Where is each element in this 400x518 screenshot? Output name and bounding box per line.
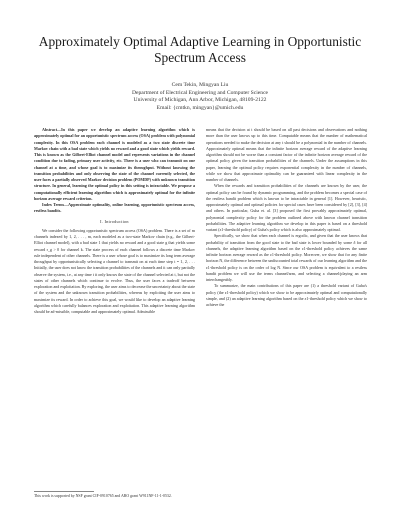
right-column xyxy=(206,127,367,308)
abstract: Abstract—In this paper we develop an adaptive learning algorithm which is approximately optimal for an opportunistic spectrum access (OSA) problem with polynomial complexity. In this OSA problem each channel is modeled as a two state discrete time Markov chain with a bad state which yields no reward and a good state which yields reward. This is known as the Gilbert-Elliot channel model and represents variations in the channel condition due to fading, primary user activity, etc. There is a user who can transmit on one channel at a time, and whose goal is to maximize its throughput. Without knowing the transition probabilities and only observing the state of the channel currently selected, the user faces a partially observed Markov decision problem (POMDP) with unknown transition structure. In general, learning the optimal policy in this setting is intractable. We propose a computationally efficient learning algorithm which is approximately optimal for the infinite horizon average reward criterion. xyxy=(34,127,195,201)
paper-title: Approximately Optimal Adaptive Learning in Opportunistic Spectrum Access xyxy=(38,34,362,65)
university: University of Michigan, Ann Arbor, Michigan, 48109-2122 xyxy=(133,97,267,104)
paragraph-2: When the rewards and transition probabilities of the channels are known by the user, the optimal policy can be found by dynamic programming, and the problem becomes a special case of the restless bandit problem which is known to be intractable in general [1]. However, heuristic, approximately optimal and optimal policies for special cases have been considered by [2], [3], [4] and others. In particular, Guha et. al. [3] proposed the first provably approximately optimal, polynomial complexity policy for the problem outlined above with known channel transition probabilities. The adaptive learning algorithm we develop in this paper is based on a threshold variant (ε1-threshold policy) of Guha's policy which is also approximately optimal. xyxy=(206,183,367,232)
author-block xyxy=(60,82,340,112)
author-names: Cem Tekin, Mingyan Liu xyxy=(171,82,229,88)
section-heading-introduction: I. Introduction xyxy=(100,218,129,224)
paragraph-1: means that the decision at t should be based on all past decisions and observations and nothing more than the user knows up to this time. Computable means that the number of mathematical operations needed to make the decision at any t should be a polynomial in the number of channels. Approximately optimal means that the infinite horizon average reward of the adaptive learning algorithm should not be worse than a constant factor of the infinite horizon average reward of the optimal policy given the transition probabilities of the channels. Under the assumptions in this paper, learning the optimal policy requires exponential complexity in the number of channels, while we show that approximate optimality can be guaranteed with linear complexity in the number of channels. xyxy=(206,127,367,182)
paragraph-4: To summarize, the main contributions of this paper are (1) a threshold variant of Guha's policy (the ε1-threshold policy) which we show to be approximately optimal and computationally simple, and (2) an adaptive learning algorithm based on the ε1-threshold policy which we show to achieve the xyxy=(206,283,367,307)
paragraph-3: Specifically, we show that when each channel is ergodic, and given that the user knows that probability of transition from the good state to the bad state is lower bounded by some δ for all channels, the adaptive learning algorithm based on the ε1-threshold policy achieves the same infinite horizon average reward as the ε1-threshold policy. Moreover, we show that for any finite horizon N, the difference between the undiscounted total rewards of our learning algorithm and the ε1-threshold policy is on the order of log N. Since our OSA problem is equivalent to a restless bandit problem we will use the terms channel/arm, and selecting a channel/playing an arm interchangeably. xyxy=(206,233,367,282)
department: Department of Electrical Engineering and Computer Science xyxy=(131,89,269,96)
index-terms: Index Terms—Approximate optimality, online learning, opportunistic spectrum access, restless bandits. xyxy=(34,202,195,214)
email: Email: {cmtkn, mingyan}@umich.edu xyxy=(156,104,244,111)
left-column xyxy=(34,127,195,315)
footnote-rule xyxy=(34,491,94,492)
footnote: This work is supported by NSF grant CIF-0910765 and ARO grant W911NF-11-1-0532. xyxy=(34,494,172,498)
intro-paragraph: We consider the following opportunistic spectrum access (OSA) problem. There is a set of m channels indexed by 1, 2, . . . , m, each modeled as a two-state Markov chain (e.g., the Gilbert-Elliot channel model), with a bad state 1 that yields no reward and a good state g that yields some reward r_g > 0 for channel k. The state process of each channel follows a discrete time Markov rule independent of other channels. There is a user whose goal is to maximize its long term average throughput by opportunistically selecting a channel to transmit on at each time step t = 1, 2, . . . Initially, the user does not know the transition probabilities of the channels and it can only partially observe the system, i.e., at any time t it only knows the state of the channel selected at t, but not the states of other channels which continue to evolve. Thus, the user faces a tradeoff between exploration and exploitation. By exploring, the user aims to decrease the uncertainty about the state of the system and the unknown transition probabilities, whereas by exploiting the user aims to maximize its reward. In order to achieve this goal, we would like to develop an adaptive learning algorithm which carefully balances exploration and exploitation. This adaptive learning algorithm should be ad-missible, computable and approximately optimal. Admissible xyxy=(34,227,195,314)
